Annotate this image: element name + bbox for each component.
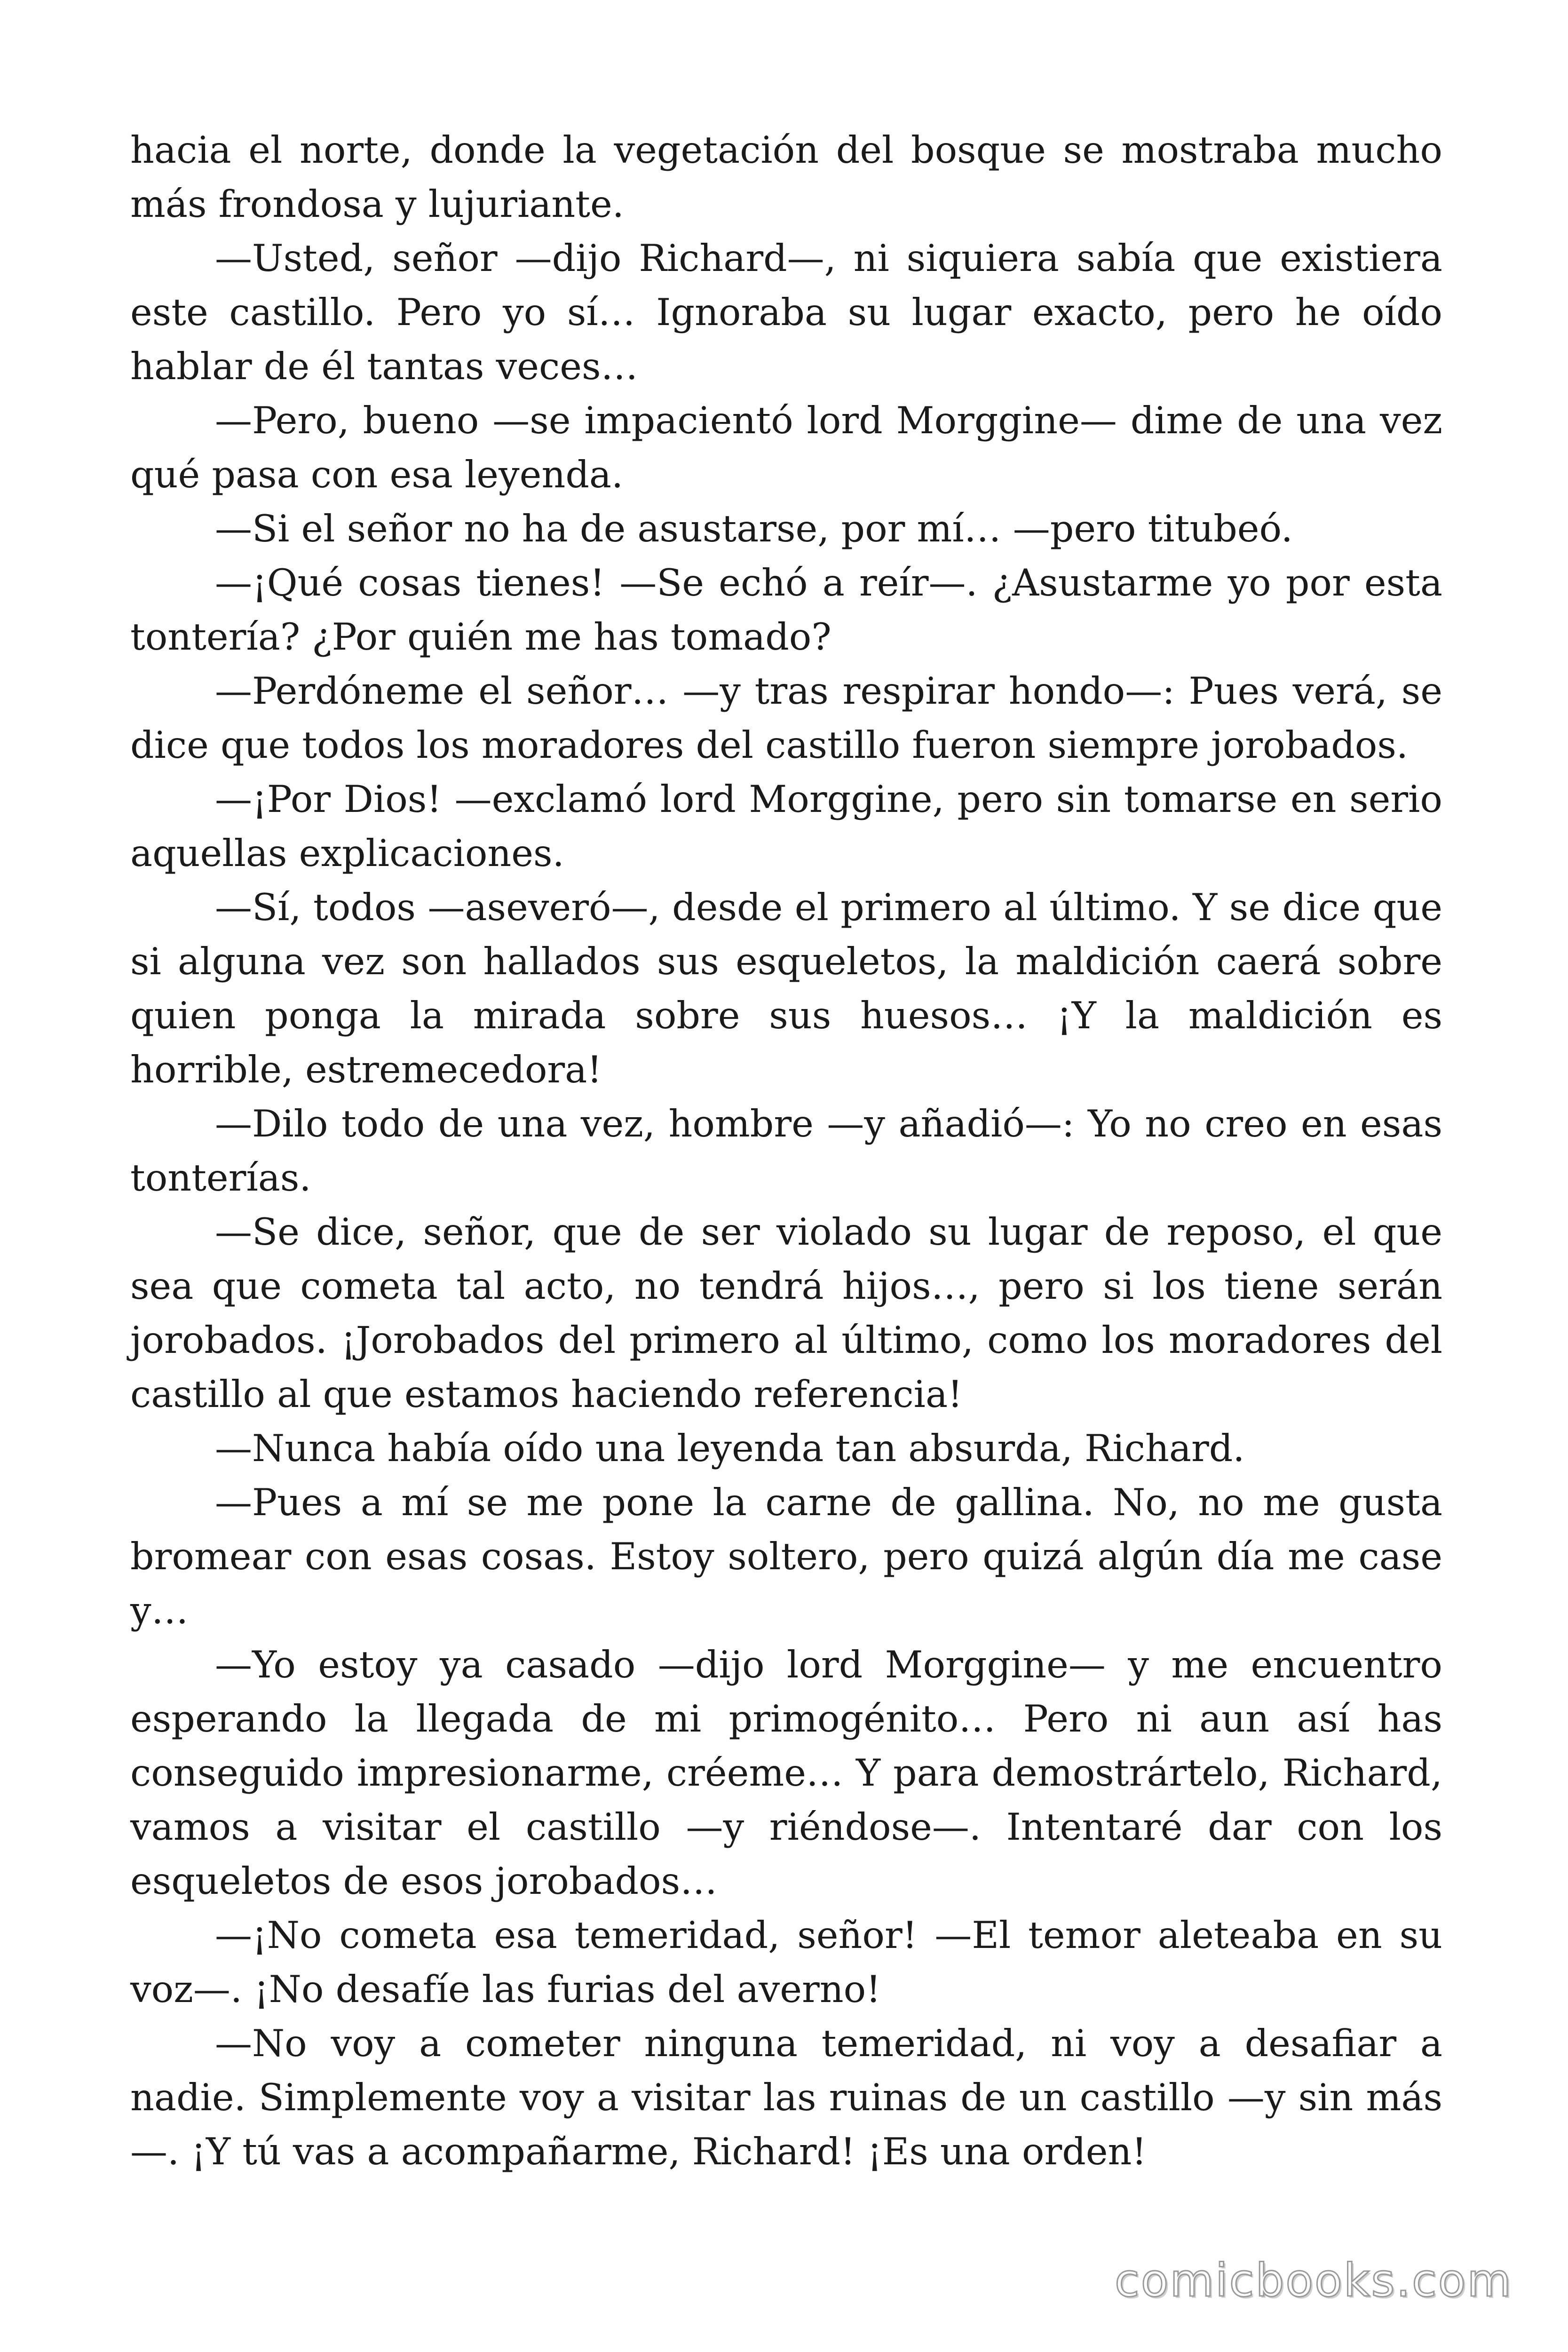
paragraph: —Sí, todos —aseveró—, desde el primero al último. Y se dice que si alguna vez son hallados sus esqueletos, la maldición caerá sobre quien ponga la mirada sobre sus huesos… ¡Y la maldición es horrible, estremecedora!: [130, 886, 1442, 1091]
paragraph: —Si el señor no ha de asustarse, por mí… —pero titubeó.: [215, 507, 1293, 550]
paragraph: —Pero, bueno —se impacientó lord Morggine— dime de una vez qué pasa con esa leyenda.: [130, 399, 1442, 496]
paragraph: hacia el norte, donde la vegetación del bosque se mostraba mucho más frondosa y lujuriante.: [130, 128, 1442, 226]
paragraph: —Se dice, señor, que de ser violado su lugar de reposo, el que sea que cometa tal acto, no tendrá hijos…, pero si los tiene serán jorobados. ¡Jorobados del primero al último, como los moradores del castillo al que estamos haciendo referencia!: [130, 1210, 1442, 1416]
watermark-logo: comicbooks.com: [1114, 2254, 1513, 2307]
paragraph: —Pues a mí se me pone la carne de gallina. No, no me gusta bromear con esas cosas. Estoy soltero, pero quizá algún día me case y…: [130, 1481, 1442, 1632]
paragraph: —Perdóneme el señor… —y tras respirar hondo—: Pues verá, se dice que todos los moradores del castillo fueron siempre jorobados.: [130, 669, 1442, 767]
page-text: [130, 123, 1442, 2179]
paragraph: —Nunca había oído una leyenda tan absurda, Richard.: [215, 1427, 1245, 1470]
paragraph: —Usted, señor —dijo Richard—, ni siquiera sabía que existiera este castillo. Pero yo sí… Ignoraba su lugar exacto, pero he oído hablar de él tantas veces…: [130, 237, 1442, 388]
paragraph: —¡Por Dios! —exclamó lord Morggine, pero sin tomarse en serio aquellas explicaciones.: [130, 778, 1442, 875]
paragraph: —¡No cometa esa temeridad, señor! —El temor aleteaba en su voz—. ¡No desafíe las furias del averno!: [130, 1914, 1442, 2011]
paragraph: —¡Qué cosas tienes! —Se echó a reír—. ¿Asustarme yo por esta tontería? ¿Por quién me has tomado?: [130, 561, 1442, 659]
paragraph: —Dilo todo de una vez, hombre —y añadió—: Yo no creo en esas tonterías.: [130, 1102, 1442, 1200]
paragraph: —No voy a cometer ninguna temeridad, ni voy a desafiar a nadie. Simplemente voy a visitar las ruinas de un castillo —y sin más—. ¡Y tú vas a acompañarme, Richard! ¡Es una orden!: [130, 2022, 1442, 2173]
paragraph: —Yo estoy ya casado —dijo lord Morggine— y me encuentro esperando la llegada de mi primogénito… Pero ni aun así has conseguido impresionarme, créeme… Y para demostrártelo, Richard, vamos a visitar el castillo —y riéndose—. Intentaré dar con los esqueletos de esos jorobados…: [130, 1643, 1442, 1903]
